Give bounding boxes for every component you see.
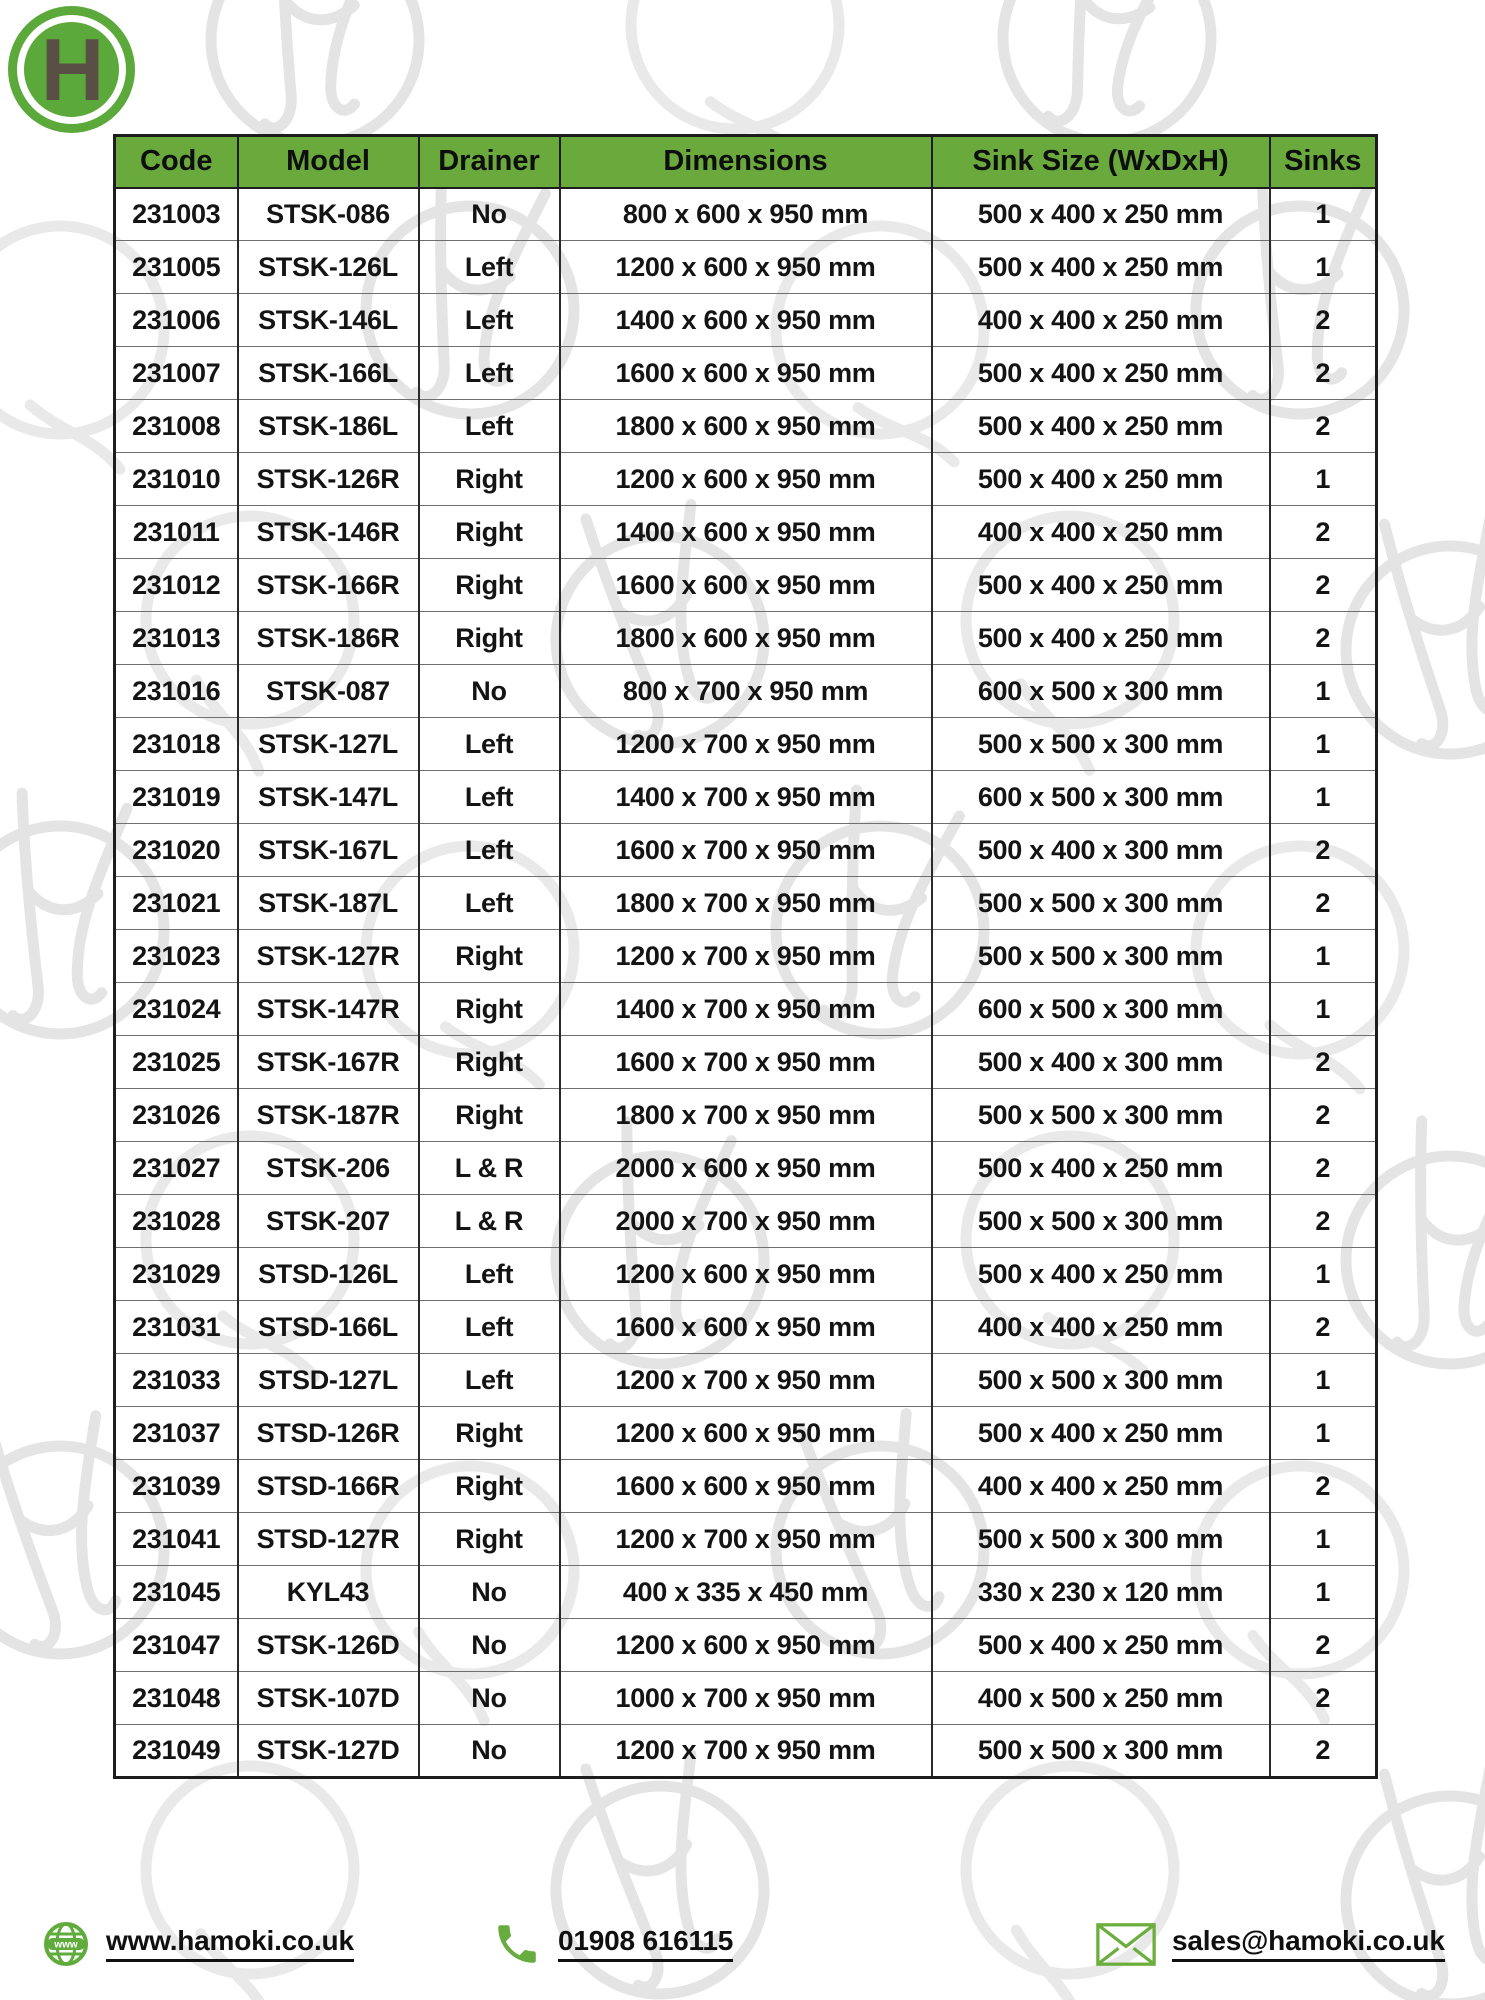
table-cell: 231026 bbox=[115, 1089, 238, 1142]
table-cell: 2 bbox=[1270, 1089, 1377, 1142]
table-cell: 1200 x 700 x 950 mm bbox=[560, 1725, 932, 1778]
table-cell: 2 bbox=[1270, 400, 1377, 453]
table-cell: Left bbox=[419, 1301, 560, 1354]
table-cell: STSK-087 bbox=[238, 665, 419, 718]
table-cell: 231041 bbox=[115, 1513, 238, 1566]
table-cell: 500 x 400 x 250 mm bbox=[932, 241, 1270, 294]
table-cell: Left bbox=[419, 771, 560, 824]
table-cell: 2 bbox=[1270, 506, 1377, 559]
table-cell: 1600 x 600 x 950 mm bbox=[560, 347, 932, 400]
table-cell: 1200 x 600 x 950 mm bbox=[560, 1619, 932, 1672]
table-cell: Left bbox=[419, 824, 560, 877]
table-body bbox=[115, 188, 1377, 1778]
table-cell: 231049 bbox=[115, 1725, 238, 1778]
table-cell: 231006 bbox=[115, 294, 238, 347]
table-cell: STSD-127L bbox=[238, 1354, 419, 1407]
table-cell: STSK-127R bbox=[238, 930, 419, 983]
table-row bbox=[115, 1036, 1377, 1089]
table-cell: 2 bbox=[1270, 1301, 1377, 1354]
table-cell: STSD-126L bbox=[238, 1248, 419, 1301]
table-cell: 1 bbox=[1270, 1354, 1377, 1407]
table-cell: Right bbox=[419, 453, 560, 506]
table-cell: 1 bbox=[1270, 1513, 1377, 1566]
table-cell: STSK-086 bbox=[238, 188, 419, 241]
table-cell: 1800 x 700 x 950 mm bbox=[560, 1089, 932, 1142]
table-cell: 400 x 500 x 250 mm bbox=[932, 1672, 1270, 1725]
table-cell: Left bbox=[419, 241, 560, 294]
table-cell: 400 x 400 x 250 mm bbox=[932, 294, 1270, 347]
table-row bbox=[115, 1407, 1377, 1460]
table-cell: Left bbox=[419, 347, 560, 400]
table-row bbox=[115, 1513, 1377, 1566]
table-cell: STSK-146L bbox=[238, 294, 419, 347]
table-cell: 1 bbox=[1270, 665, 1377, 718]
email-text: sales@hamoki.co.uk bbox=[1172, 1926, 1445, 1963]
table-cell: No bbox=[419, 1672, 560, 1725]
table-row bbox=[115, 1248, 1377, 1301]
table-row bbox=[115, 1195, 1377, 1248]
table-cell: 500 x 400 x 300 mm bbox=[932, 1036, 1270, 1089]
table-cell: STSK-186R bbox=[238, 612, 419, 665]
table-cell: 231021 bbox=[115, 877, 238, 930]
table-cell: STSK-107D bbox=[238, 1672, 419, 1725]
table-cell: Left bbox=[419, 1354, 560, 1407]
table-cell: STSK-127L bbox=[238, 718, 419, 771]
table-cell: 500 x 500 x 300 mm bbox=[932, 1513, 1270, 1566]
header-row bbox=[115, 136, 1377, 188]
table-cell: STSD-166R bbox=[238, 1460, 419, 1513]
table-cell: 231003 bbox=[115, 188, 238, 241]
table-row bbox=[115, 877, 1377, 930]
table-cell: No bbox=[419, 1566, 560, 1619]
table-cell: 500 x 400 x 300 mm bbox=[932, 824, 1270, 877]
table-row bbox=[115, 453, 1377, 506]
table-cell: 400 x 400 x 250 mm bbox=[932, 506, 1270, 559]
table-cell: 2 bbox=[1270, 1725, 1377, 1778]
table-row bbox=[115, 347, 1377, 400]
table-cell: 231019 bbox=[115, 771, 238, 824]
table-cell: 1400 x 600 x 950 mm bbox=[560, 506, 932, 559]
table-row bbox=[115, 983, 1377, 1036]
table-cell: 231028 bbox=[115, 1195, 238, 1248]
email-link[interactable] bbox=[1096, 1902, 1445, 1986]
table-cell: 231008 bbox=[115, 400, 238, 453]
table-row bbox=[115, 718, 1377, 771]
table-cell: 1 bbox=[1270, 453, 1377, 506]
table-cell: 2 bbox=[1270, 1195, 1377, 1248]
table-cell: 500 x 400 x 250 mm bbox=[932, 1619, 1270, 1672]
table-cell: 1600 x 700 x 950 mm bbox=[560, 824, 932, 877]
table-cell: L & R bbox=[419, 1195, 560, 1248]
table-cell: Left bbox=[419, 294, 560, 347]
table-cell: 600 x 500 x 300 mm bbox=[932, 771, 1270, 824]
table-cell: STSK-147L bbox=[238, 771, 419, 824]
website-text: www.hamoki.co.uk bbox=[106, 1926, 354, 1963]
table-cell: 800 x 700 x 950 mm bbox=[560, 665, 932, 718]
table-cell: 600 x 500 x 300 mm bbox=[932, 665, 1270, 718]
table-cell: 2000 x 700 x 950 mm bbox=[560, 1195, 932, 1248]
table-cell: 500 x 500 x 300 mm bbox=[932, 1725, 1270, 1778]
column-header: Sinks bbox=[1270, 136, 1377, 188]
table-cell: Left bbox=[419, 1248, 560, 1301]
table-cell: STSK-187R bbox=[238, 1089, 419, 1142]
table-cell: 1200 x 600 x 950 mm bbox=[560, 241, 932, 294]
table-cell: 800 x 600 x 950 mm bbox=[560, 188, 932, 241]
table-cell: 1200 x 700 x 950 mm bbox=[560, 930, 932, 983]
table-cell: 1200 x 700 x 950 mm bbox=[560, 718, 932, 771]
table-cell: No bbox=[419, 188, 560, 241]
table-cell: 1 bbox=[1270, 1566, 1377, 1619]
envelope-icon bbox=[1096, 1922, 1156, 1967]
table-cell: 400 x 400 x 250 mm bbox=[932, 1301, 1270, 1354]
table-cell: Right bbox=[419, 612, 560, 665]
brand-logo bbox=[8, 6, 135, 133]
table-cell: 231010 bbox=[115, 453, 238, 506]
table-cell: STSK-167R bbox=[238, 1036, 419, 1089]
table-cell: Right bbox=[419, 506, 560, 559]
table-cell: Right bbox=[419, 1513, 560, 1566]
table-row bbox=[115, 506, 1377, 559]
table-cell: 231013 bbox=[115, 612, 238, 665]
table-cell: STSK-126D bbox=[238, 1619, 419, 1672]
table-cell: 1200 x 600 x 950 mm bbox=[560, 1407, 932, 1460]
table-cell: 500 x 400 x 250 mm bbox=[932, 1142, 1270, 1195]
table-cell: 1800 x 600 x 950 mm bbox=[560, 400, 932, 453]
table-cell: 231037 bbox=[115, 1407, 238, 1460]
table-cell: 500 x 500 x 300 mm bbox=[932, 1089, 1270, 1142]
table-cell: STSD-166L bbox=[238, 1301, 419, 1354]
table-row bbox=[115, 188, 1377, 241]
table-cell: Right bbox=[419, 559, 560, 612]
table-cell: 2 bbox=[1270, 612, 1377, 665]
product-spec-table bbox=[113, 134, 1378, 1779]
table-cell: 500 x 400 x 250 mm bbox=[932, 188, 1270, 241]
table-cell: 1600 x 600 x 950 mm bbox=[560, 1301, 932, 1354]
table-row bbox=[115, 824, 1377, 877]
website-link[interactable] bbox=[42, 1902, 354, 1986]
table-cell: No bbox=[419, 1725, 560, 1778]
table-cell: 1 bbox=[1270, 983, 1377, 1036]
table-cell: 2 bbox=[1270, 1619, 1377, 1672]
table-cell: 1 bbox=[1270, 1248, 1377, 1301]
table-row bbox=[115, 400, 1377, 453]
table-cell: 500 x 500 x 300 mm bbox=[932, 877, 1270, 930]
table-row bbox=[115, 559, 1377, 612]
table-cell: Right bbox=[419, 1407, 560, 1460]
table-cell: STSK-126L bbox=[238, 241, 419, 294]
column-header: Dimensions bbox=[560, 136, 932, 188]
table-row bbox=[115, 612, 1377, 665]
table-cell: 1 bbox=[1270, 241, 1377, 294]
table-cell: 1 bbox=[1270, 1407, 1377, 1460]
table-cell: Right bbox=[419, 930, 560, 983]
column-header: Drainer bbox=[419, 136, 560, 188]
table-cell: 2 bbox=[1270, 1142, 1377, 1195]
table-cell: 231039 bbox=[115, 1460, 238, 1513]
phone-text: 01908 616115 bbox=[558, 1926, 733, 1963]
table-cell: 231031 bbox=[115, 1301, 238, 1354]
table-row bbox=[115, 1142, 1377, 1195]
table-cell: 1600 x 600 x 950 mm bbox=[560, 1460, 932, 1513]
table-cell: 231012 bbox=[115, 559, 238, 612]
footer bbox=[0, 1902, 1485, 1986]
table-cell: 231047 bbox=[115, 1619, 238, 1672]
table-cell: 231007 bbox=[115, 347, 238, 400]
table-cell: 231011 bbox=[115, 506, 238, 559]
table-cell: Left bbox=[419, 718, 560, 771]
table-cell: 500 x 400 x 250 mm bbox=[932, 559, 1270, 612]
table-row bbox=[115, 1089, 1377, 1142]
table-row bbox=[115, 930, 1377, 983]
table-cell: 231018 bbox=[115, 718, 238, 771]
table-cell: Right bbox=[419, 1460, 560, 1513]
table-cell: Right bbox=[419, 1089, 560, 1142]
table-cell: 1200 x 600 x 950 mm bbox=[560, 1248, 932, 1301]
table-cell: 1600 x 700 x 950 mm bbox=[560, 1036, 932, 1089]
table-cell: 231027 bbox=[115, 1142, 238, 1195]
table-cell: STSK-186L bbox=[238, 400, 419, 453]
table-cell: Right bbox=[419, 1036, 560, 1089]
table-cell: STSK-126R bbox=[238, 453, 419, 506]
table-cell: 2 bbox=[1270, 1460, 1377, 1513]
table-cell: STSK-167L bbox=[238, 824, 419, 877]
table-cell: STSK-146R bbox=[238, 506, 419, 559]
table-cell: 231048 bbox=[115, 1672, 238, 1725]
table-cell: 231005 bbox=[115, 241, 238, 294]
table-cell: 1 bbox=[1270, 718, 1377, 771]
table-cell: 2000 x 600 x 950 mm bbox=[560, 1142, 932, 1195]
table-cell: 231025 bbox=[115, 1036, 238, 1089]
table-cell: 500 x 500 x 300 mm bbox=[932, 718, 1270, 771]
table-cell: No bbox=[419, 665, 560, 718]
table-cell: 1800 x 700 x 950 mm bbox=[560, 877, 932, 930]
table-cell: KYL43 bbox=[238, 1566, 419, 1619]
table-cell: 1200 x 700 x 950 mm bbox=[560, 1354, 932, 1407]
table-row bbox=[115, 1460, 1377, 1513]
table-cell: 500 x 400 x 250 mm bbox=[932, 400, 1270, 453]
table-cell: 500 x 400 x 250 mm bbox=[932, 347, 1270, 400]
table-cell: 500 x 500 x 300 mm bbox=[932, 1354, 1270, 1407]
table-cell: 1200 x 600 x 950 mm bbox=[560, 453, 932, 506]
table-row bbox=[115, 241, 1377, 294]
table-cell: 1 bbox=[1270, 930, 1377, 983]
table-cell: 1400 x 600 x 950 mm bbox=[560, 294, 932, 347]
phone-link[interactable] bbox=[492, 1902, 733, 1986]
table-row bbox=[115, 1672, 1377, 1725]
table-cell: 1800 x 600 x 950 mm bbox=[560, 612, 932, 665]
table-cell: 500 x 400 x 250 mm bbox=[932, 1407, 1270, 1460]
table-cell: 2 bbox=[1270, 294, 1377, 347]
table-cell: STSK-187L bbox=[238, 877, 419, 930]
table-cell: STSD-127R bbox=[238, 1513, 419, 1566]
table-cell: STSK-147R bbox=[238, 983, 419, 1036]
table-cell: 2 bbox=[1270, 559, 1377, 612]
table-cell: No bbox=[419, 1619, 560, 1672]
table-cell: 600 x 500 x 300 mm bbox=[932, 983, 1270, 1036]
column-header: Model bbox=[238, 136, 419, 188]
table-cell: 1600 x 600 x 950 mm bbox=[560, 559, 932, 612]
table-row bbox=[115, 1354, 1377, 1407]
table-cell: 500 x 400 x 250 mm bbox=[932, 612, 1270, 665]
table-row bbox=[115, 294, 1377, 347]
table-cell: 500 x 500 x 300 mm bbox=[932, 930, 1270, 983]
globe-icon bbox=[42, 1920, 90, 1968]
column-header: Code bbox=[115, 136, 238, 188]
table-row bbox=[115, 665, 1377, 718]
table-row bbox=[115, 1566, 1377, 1619]
table-cell: 500 x 500 x 300 mm bbox=[932, 1195, 1270, 1248]
table-cell: STSD-126R bbox=[238, 1407, 419, 1460]
table-cell: 231023 bbox=[115, 930, 238, 983]
table-cell: 1200 x 700 x 950 mm bbox=[560, 1513, 932, 1566]
table-cell: 2 bbox=[1270, 824, 1377, 877]
table-row bbox=[115, 1619, 1377, 1672]
table-cell: STSK-166L bbox=[238, 347, 419, 400]
brand-logo-letter: H bbox=[40, 19, 103, 119]
table-cell: 2 bbox=[1270, 877, 1377, 930]
phone-icon bbox=[492, 1919, 542, 1969]
table-cell: STSK-206 bbox=[238, 1142, 419, 1195]
table-cell: STSK-207 bbox=[238, 1195, 419, 1248]
table-cell: 231045 bbox=[115, 1566, 238, 1619]
table-cell: Left bbox=[419, 877, 560, 930]
table-cell: 231024 bbox=[115, 983, 238, 1036]
table-cell: L & R bbox=[419, 1142, 560, 1195]
column-header: Sink Size (WxDxH) bbox=[932, 136, 1270, 188]
table-cell: STSK-166R bbox=[238, 559, 419, 612]
table-cell: 1400 x 700 x 950 mm bbox=[560, 771, 932, 824]
table-cell: 2 bbox=[1270, 1672, 1377, 1725]
table-cell: Right bbox=[419, 983, 560, 1036]
table-cell: 231016 bbox=[115, 665, 238, 718]
table-cell: 231020 bbox=[115, 824, 238, 877]
table-cell: 231033 bbox=[115, 1354, 238, 1407]
table-row bbox=[115, 771, 1377, 824]
table-cell: 400 x 400 x 250 mm bbox=[932, 1460, 1270, 1513]
table-header bbox=[115, 136, 1377, 188]
table-row bbox=[115, 1301, 1377, 1354]
table-cell: 330 x 230 x 120 mm bbox=[932, 1566, 1270, 1619]
table-cell: 2 bbox=[1270, 347, 1377, 400]
table-cell: Left bbox=[419, 400, 560, 453]
table-cell: 500 x 400 x 250 mm bbox=[932, 1248, 1270, 1301]
table-cell: 500 x 400 x 250 mm bbox=[932, 453, 1270, 506]
globe-icon-label: www bbox=[54, 1939, 78, 1951]
table-cell: 1400 x 700 x 950 mm bbox=[560, 983, 932, 1036]
table-cell: 2 bbox=[1270, 1036, 1377, 1089]
table-cell: STSK-127D bbox=[238, 1725, 419, 1778]
table-cell: 400 x 335 x 450 mm bbox=[560, 1566, 932, 1619]
table-cell: 1 bbox=[1270, 188, 1377, 241]
table-cell: 1 bbox=[1270, 771, 1377, 824]
table-cell: 1000 x 700 x 950 mm bbox=[560, 1672, 932, 1725]
table-cell: 231029 bbox=[115, 1248, 238, 1301]
table-row bbox=[115, 1725, 1377, 1778]
